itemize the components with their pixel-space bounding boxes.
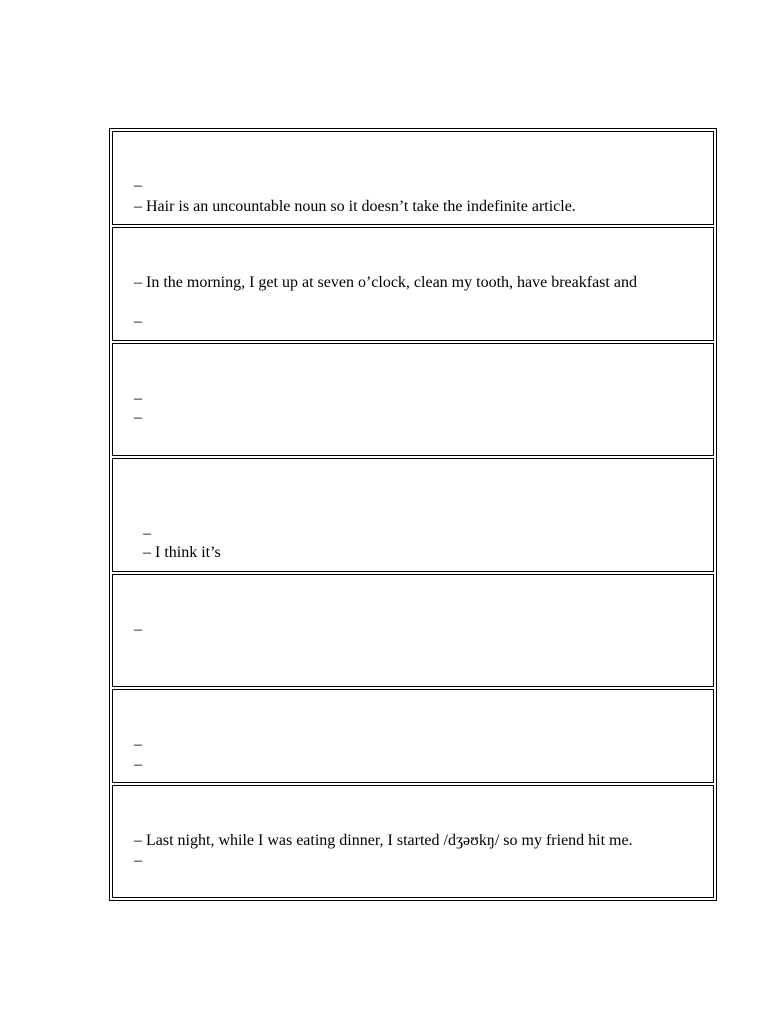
table-row [112,574,714,687]
row-line: – [134,736,142,753]
row-line: – Hair is an uncountable noun so it doesn’t take the indefinite article. [134,198,576,215]
row-line: – [134,756,142,773]
row-line: – In the morning, I get up at seven o’clock, clean my tooth, have breakfast and [134,274,637,291]
table-row [112,689,714,783]
row-line: – I think it’s [143,544,221,561]
row-line: – Last night, while I was eating dinner, I started /dʒəʊkŋ/ so my friend hit me. [134,832,633,849]
row-line: – [134,313,142,330]
row-line: – [134,852,142,869]
table-row [112,343,714,456]
row-line: – [134,409,142,426]
row-line: – [134,621,142,638]
row-line: – [134,390,142,407]
row-line: – [143,525,151,542]
row-line: – [134,177,142,194]
